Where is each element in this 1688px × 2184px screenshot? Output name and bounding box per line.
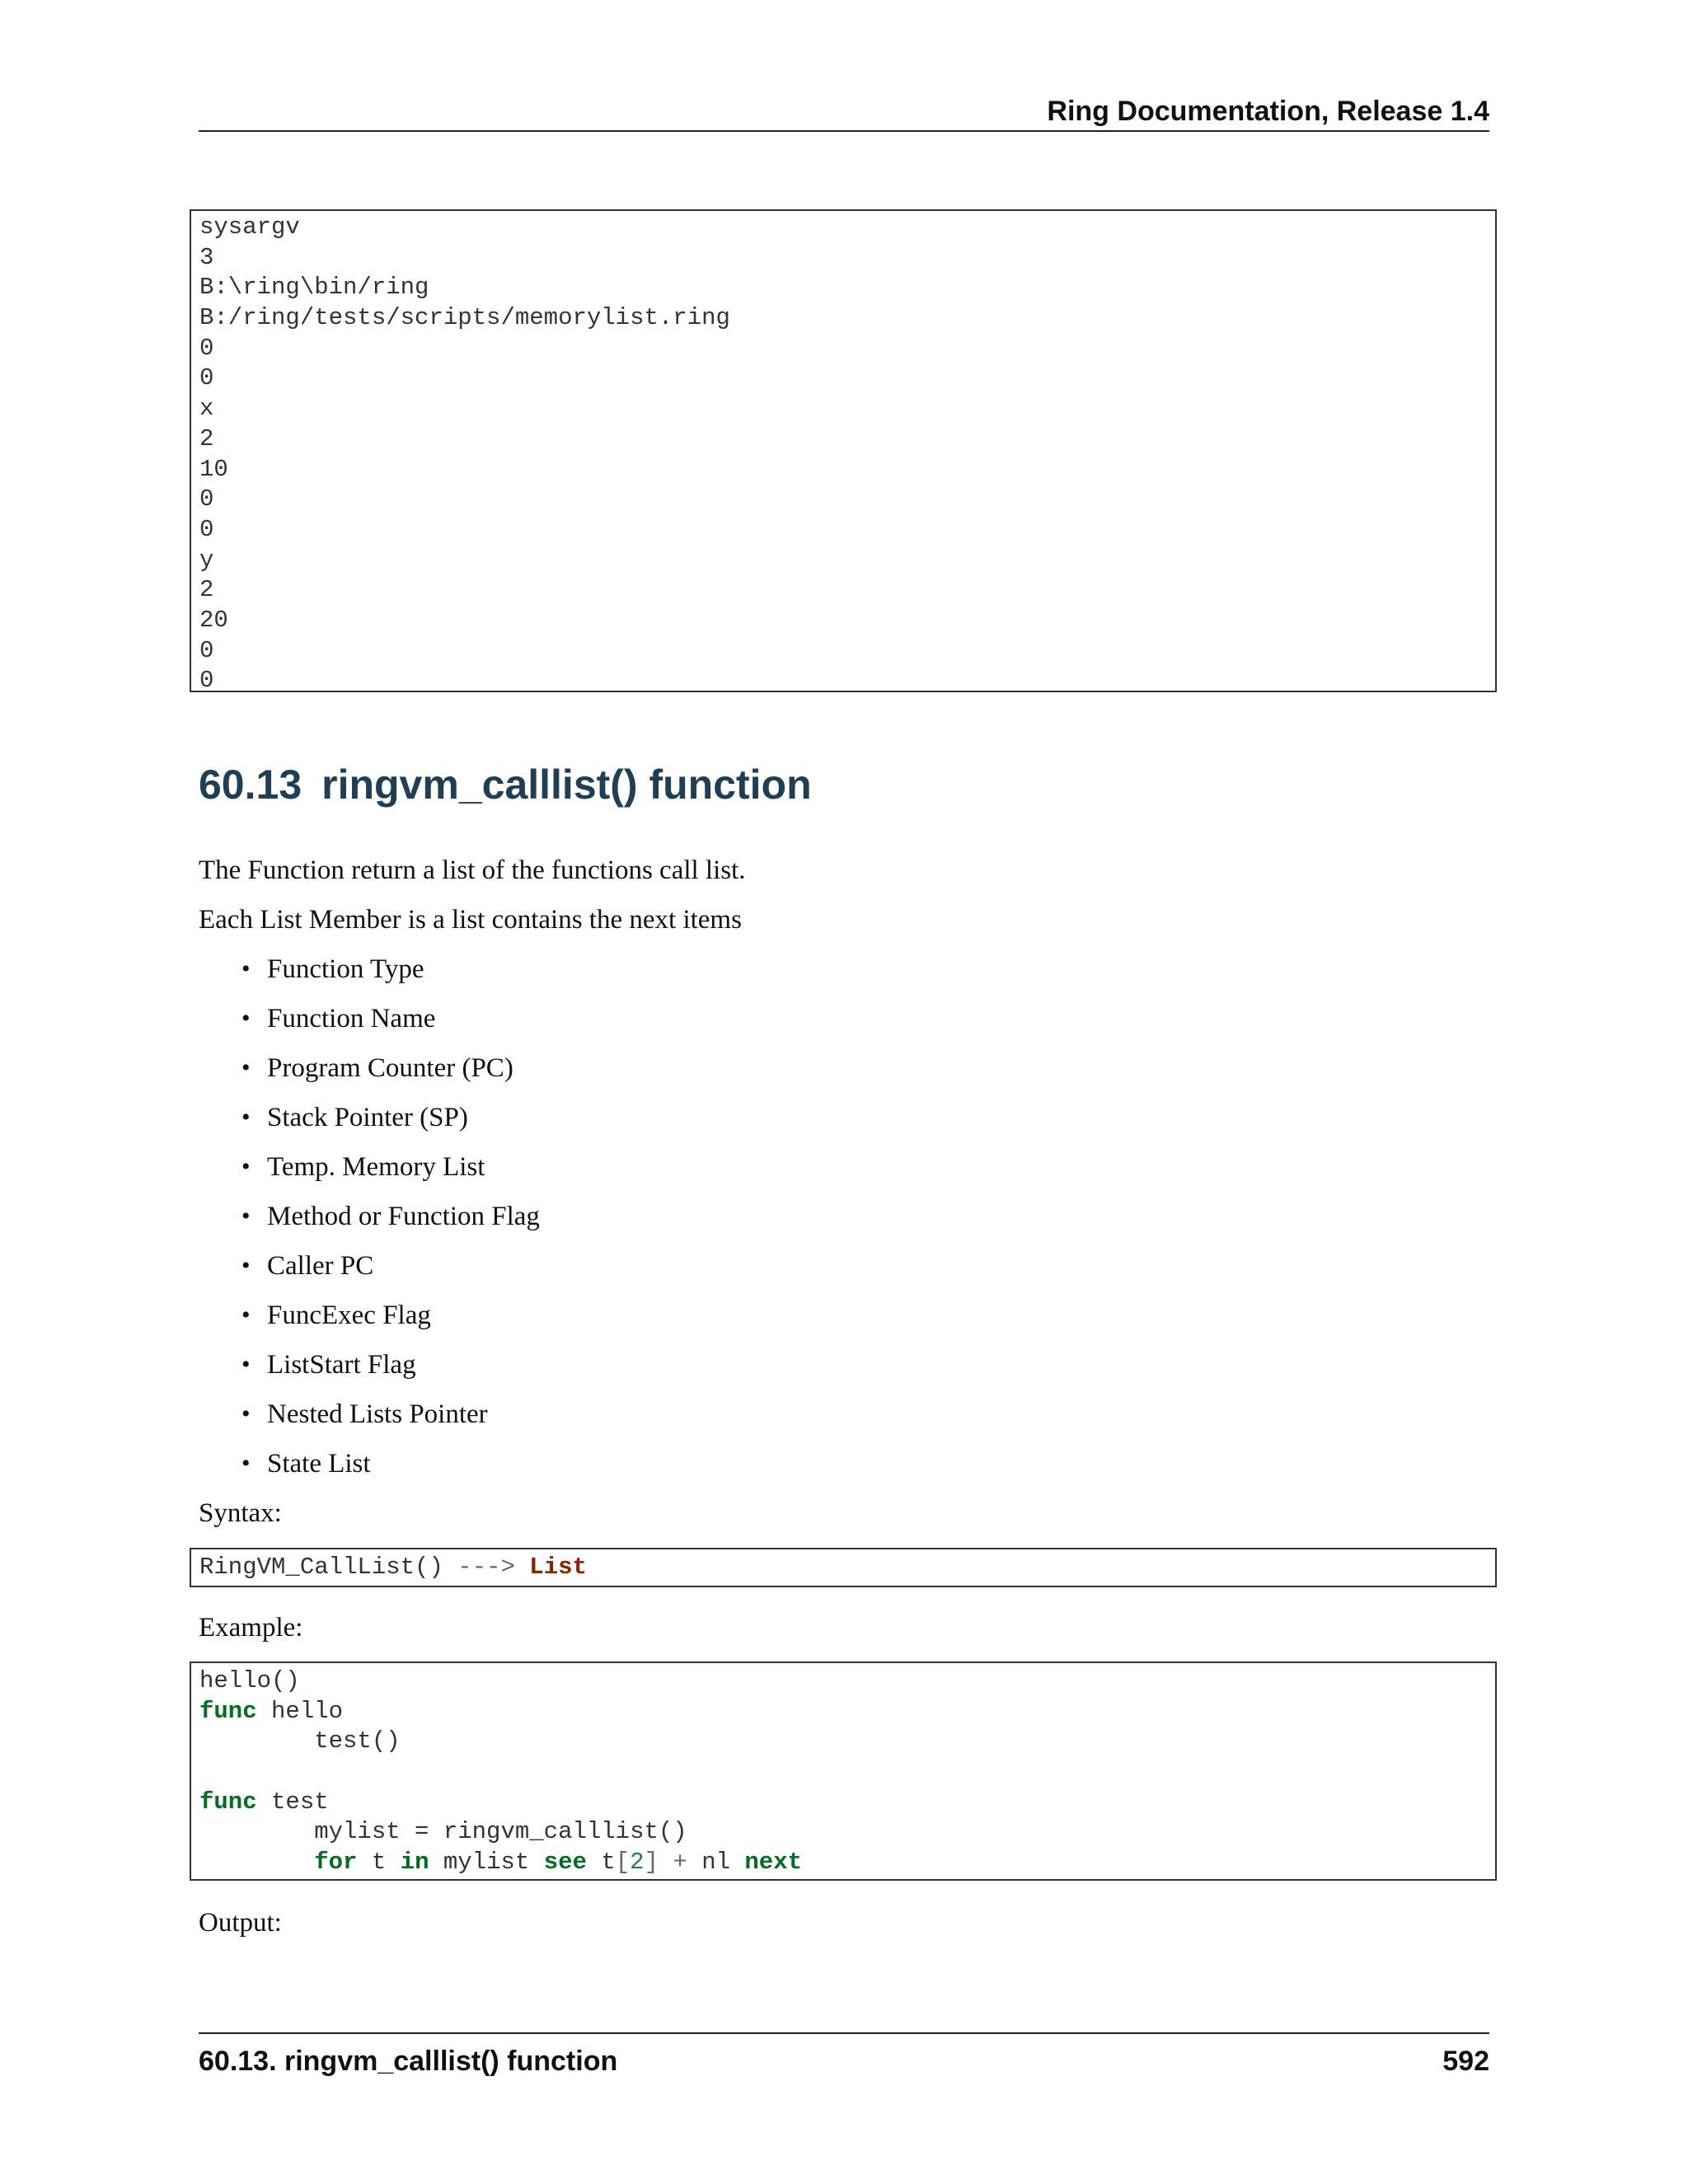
code-return-type: List — [529, 1554, 587, 1581]
bullet-icon: • — [241, 1104, 251, 1131]
page-header — [199, 92, 1489, 132]
code-arrow: ---> — [457, 1554, 515, 1581]
code-keyword: see — [543, 1849, 587, 1877]
code-keyword: func — [199, 1697, 257, 1725]
list-item — [199, 1151, 540, 1200]
code-indent — [199, 1849, 314, 1876]
code-line: test() — [199, 1727, 401, 1755]
list-item-text: Caller PC — [267, 1251, 374, 1281]
list-item — [199, 1101, 540, 1151]
code-keyword: func — [199, 1788, 257, 1816]
example-label: Example: — [199, 1613, 303, 1643]
bullet-icon: • — [241, 1400, 251, 1427]
code-line — [199, 1697, 1487, 1727]
section-number: 60.13 — [199, 762, 302, 808]
document-title: Ring Documentation, Release 1.4 — [1047, 96, 1489, 127]
list-item — [199, 1348, 540, 1398]
code-identifier: nl — [701, 1849, 730, 1877]
bullet-icon: • — [241, 955, 251, 982]
list-item-text: Temp. Memory List — [267, 1152, 485, 1182]
list-item-text: Function Name — [267, 1004, 436, 1033]
list-item-text: Nested Lists Pointer — [267, 1399, 488, 1429]
code-line: 10 — [199, 455, 228, 483]
code-identifier: t — [371, 1849, 387, 1877]
code-line: 0 — [199, 667, 214, 695]
list-item-text: State List — [267, 1449, 371, 1479]
list-item-text: Method or Function Flag — [267, 1202, 540, 1231]
code-identifier: t — [601, 1849, 616, 1877]
list-item — [199, 1398, 540, 1447]
intro-paragraph: The Function return a list of the functions call list. — [199, 855, 746, 885]
code-line: y — [199, 546, 214, 574]
list-item — [199, 1052, 540, 1101]
output-code-block — [190, 209, 1497, 695]
code-call: RingVM_CallList() — [199, 1554, 443, 1581]
bullet-icon: • — [241, 1301, 251, 1329]
list-item — [199, 1447, 540, 1497]
code-line: sysargv — [199, 213, 300, 241]
members-intro-paragraph: Each List Member is a list contains the next items — [199, 905, 742, 935]
example-code-block — [190, 1661, 1497, 1881]
bullet-icon: • — [241, 1351, 251, 1378]
code-line — [199, 1553, 1487, 1583]
page-number: 592 — [1442, 2046, 1489, 2077]
code-line: B:/ring/tests/scripts/memorylist.ring — [199, 304, 730, 332]
code-line: 3 — [199, 243, 214, 271]
code-line — [199, 1788, 1487, 1818]
code-line: 20 — [199, 606, 228, 634]
list-item-text: Function Type — [267, 954, 424, 984]
bullet-icon: • — [241, 1005, 251, 1032]
code-keyword: in — [400, 1849, 429, 1877]
code-line — [199, 1848, 1487, 1878]
code-line: 0 — [199, 636, 214, 664]
list-item — [199, 1249, 540, 1299]
code-bracket: ] — [644, 1849, 659, 1877]
bullet-icon: • — [241, 1450, 251, 1477]
code-identifier: test — [271, 1788, 329, 1816]
list-item — [199, 1200, 540, 1249]
syntax-label: Syntax: — [199, 1498, 282, 1528]
code-line: 2 — [199, 424, 214, 452]
code-keyword: for — [314, 1849, 358, 1877]
bullet-icon: • — [241, 1202, 251, 1230]
list-item — [199, 1299, 540, 1348]
code-line-blank — [199, 1757, 1487, 1788]
bullet-icon: • — [241, 1252, 251, 1279]
code-line: hello() — [199, 1667, 300, 1694]
code-line: 0 — [199, 515, 214, 543]
list-item-text: ListStart Flag — [267, 1350, 416, 1380]
code-line: B:\ring\bin/ring — [199, 274, 429, 302]
output-label: Output: — [199, 1908, 282, 1938]
member-items-list — [199, 953, 540, 1497]
bullet-icon: • — [241, 1054, 251, 1081]
code-operator: + — [673, 1849, 687, 1877]
code-identifier: hello — [271, 1697, 344, 1725]
list-item-text: FuncExec Flag — [267, 1301, 431, 1330]
code-line: 0 — [199, 485, 214, 513]
section-heading — [199, 758, 812, 811]
code-identifier: mylist — [443, 1849, 530, 1877]
code-line: mylist = ringvm_calllist() — [199, 1818, 687, 1846]
code-number: 2 — [630, 1849, 645, 1877]
section-title-text: ringvm_calllist() function — [321, 762, 812, 808]
list-item — [199, 953, 540, 1002]
code-line: 0 — [199, 364, 214, 392]
footer-section-ref: 60.13. ringvm_calllist() function — [199, 2046, 618, 2077]
list-item — [199, 1002, 540, 1052]
list-item-text: Program Counter (PC) — [267, 1053, 513, 1083]
page-footer — [199, 2032, 1489, 2080]
bullet-icon: • — [241, 1153, 251, 1180]
code-bracket: [ — [615, 1849, 631, 1877]
code-line: 2 — [199, 576, 214, 604]
list-item-text: Stack Pointer (SP) — [267, 1103, 468, 1132]
code-line: x — [199, 395, 214, 423]
code-keyword: next — [744, 1849, 803, 1877]
code-line: 0 — [199, 334, 214, 362]
syntax-code-block — [190, 1548, 1497, 1587]
